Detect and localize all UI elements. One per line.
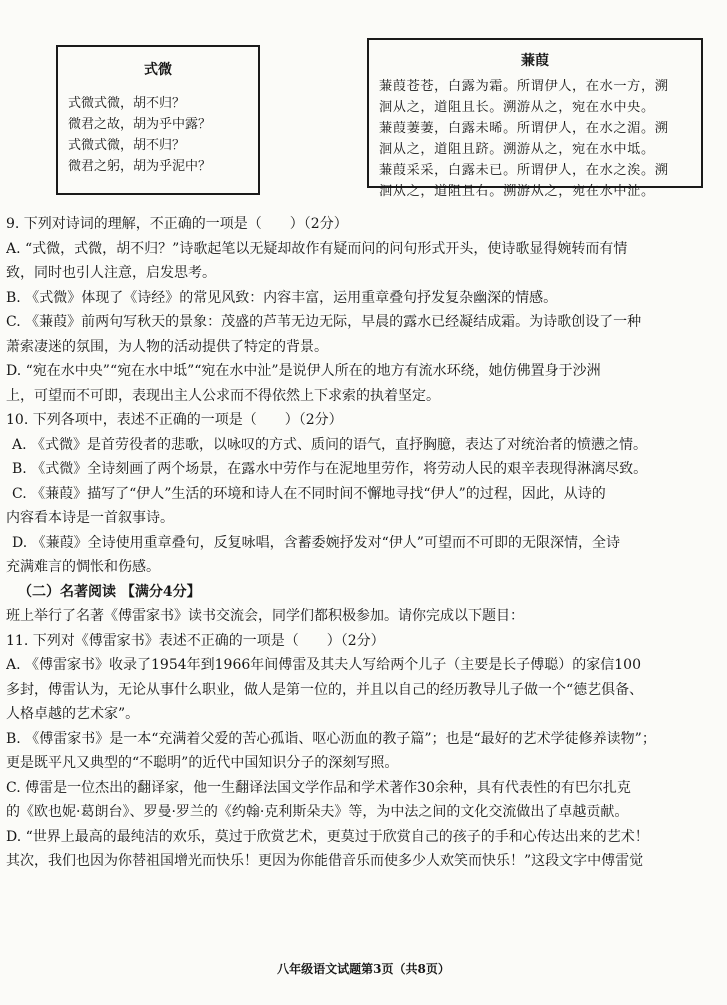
option-line: C. 傅雷是一位杰出的翻译家，他一生翻译法国文学作品和学术著作30余种，具有代表性的有巴尔扎克 xyxy=(6,779,631,796)
option-line: 充满难言的惆怅和伤感。 xyxy=(6,559,160,575)
option-line: 的《欧也妮·葛朗台》、罗曼·罗兰的《约翰·克利斯朵夫》等，为中法之间的文化交流做出了卓越贡献。 xyxy=(6,804,629,820)
question-9-stem: 9. 下列对诗词的理解，不正确的一项是（ ）（2分） xyxy=(6,216,348,232)
page-footer: 八年级语文试题第3页（共8页） xyxy=(277,962,450,976)
poem-box-jianjia xyxy=(367,38,703,199)
option-line: 内容看本诗是一首叙事诗。 xyxy=(6,510,174,526)
option-line: C. 《蒹葭》前两句写秋天的景象：茂盛的芦苇无边无际，早晨的露水已经凝结成霜。为诗歌创设了一种 xyxy=(6,314,642,330)
option-line: A. 《式微》是首劳役者的悲歌，以咏叹的方式、质问的语气，直抒胸臆，表达了对统治者的愤懑之情。 xyxy=(12,436,648,453)
option-line: 上，可望而不可即，表现出主人公求而不得依然上下求索的执着坚定。 xyxy=(6,387,440,404)
poem-line: 微君之躬，胡为乎泥中？ xyxy=(68,159,212,174)
option-line: B. 《式微》体现了《诗经》的常见风致：内容丰富，运用重章叠句抒发复杂幽深的情感。 xyxy=(6,289,558,306)
poem-line: 洄从之，道阻且跻。溯游从之，宛在水中坻。 xyxy=(379,142,655,157)
option-line: 其次，我们也因为你替祖国增光而快乐！更因为你能借音乐而使多少人欢笑而快乐！”这段文字中傅雷觉 xyxy=(6,853,644,869)
option-line: 萧索凄迷的氛围，为人物的活动提供了特定的背景。 xyxy=(6,338,328,355)
poem-title: 式微 xyxy=(144,62,172,78)
question-10-stem: 10. 下列各项中，表述不正确的一项是（ ）（2分） xyxy=(6,412,343,428)
option-line: B. 《傅雷家书》是一本“充满着父爱的苦心孤诣、呕心沥血的教子篇”；也是“最好的艺术学徒修养读物”； xyxy=(6,730,656,747)
poem-line: 洄从之，道阻且长。溯游从之，宛在水中央。 xyxy=(379,100,655,115)
question-11-stem: 11. 下列对《傅雷家书》表述不正确的一项是（ ）（2分） xyxy=(6,632,385,649)
poem-line: 式微式微，胡不归？ xyxy=(68,96,186,111)
option-line: D. “宛在水中央”“宛在水中坻”“宛在水中沚”是说伊人所在的地方有流水环绕，她仿佛置身于沙洲 xyxy=(6,363,601,379)
option-line: B. 《式微》全诗刻画了两个场景，在露水中劳作与在泥地里劳作，将劳动人民的艰辛表现得淋漓尽致。 xyxy=(12,461,648,477)
poem-line: 蒹葭萋萋，白露未晞。所谓伊人，在水之湄。溯 xyxy=(379,121,669,136)
question-content xyxy=(6,212,718,874)
poem-box-shiwei xyxy=(56,45,260,195)
option-line: 更是既平凡又典型的“不聪明”的近代中国知识分子的深刻写照。 xyxy=(6,755,399,771)
option-line: A. 《傅雷家书》收录了1954年到1966年间傅雷及其夫人写给两个儿子（主要是长子傅聪）的家信100 xyxy=(6,657,641,673)
option-line: D. 《蒹葭》全诗使用重章叠句，反复咏唱，含蓄委婉抒发对“伊人”可望而不可即的无限深情，全诗 xyxy=(12,534,620,551)
option-line: 多封，傅雷认为，无论从事什么职业，做人是第一位的，并且以自己的经历教导儿子做一个“德艺俱备、 xyxy=(6,681,644,698)
option-line: 人格卓越的艺术家”。 xyxy=(6,706,140,722)
poem-line: 微君之故，胡为乎中露？ xyxy=(68,117,212,132)
poem-line: 洄从之，道阻且右。溯游从之，宛在水中沚。 xyxy=(379,184,655,199)
poem-title: 蒹葭 xyxy=(521,53,549,69)
option-line: 致，同时也引人注意，启发思考。 xyxy=(6,265,216,281)
section-heading: （二）名著阅读 【满分4分】 xyxy=(18,583,201,600)
option-line: A. “式微，式微，胡不归？”诗歌起笔以无疑却故作有疑而问的问句形式开头，使诗歌显得婉转而有情 xyxy=(6,240,628,257)
section-intro: 班上举行了名著《傅雷家书》读书交流会，同学们都积极参加。请你完成以下题目： xyxy=(6,608,524,624)
poem-line: 式微式微，胡不归？ xyxy=(68,138,186,153)
option-line: D. “世界上最高的最纯洁的欢乐，莫过于欣赏艺术，更莫过于欣赏自己的孩子的手和心传达出来的艺术！ xyxy=(6,828,649,845)
option-line: C. 《蒹葭》描写了“伊人”生活的环境和诗人在不同时间不懈地寻找“伊人”的过程，因此，从诗的 xyxy=(12,485,606,502)
poem-line: 蒹葭苍苍，白露为霜。所谓伊人，在水一方，溯 xyxy=(379,79,669,94)
poem-line: 蒹葭采采，白露未已。所谓伊人，在水之涘。溯 xyxy=(379,163,669,178)
